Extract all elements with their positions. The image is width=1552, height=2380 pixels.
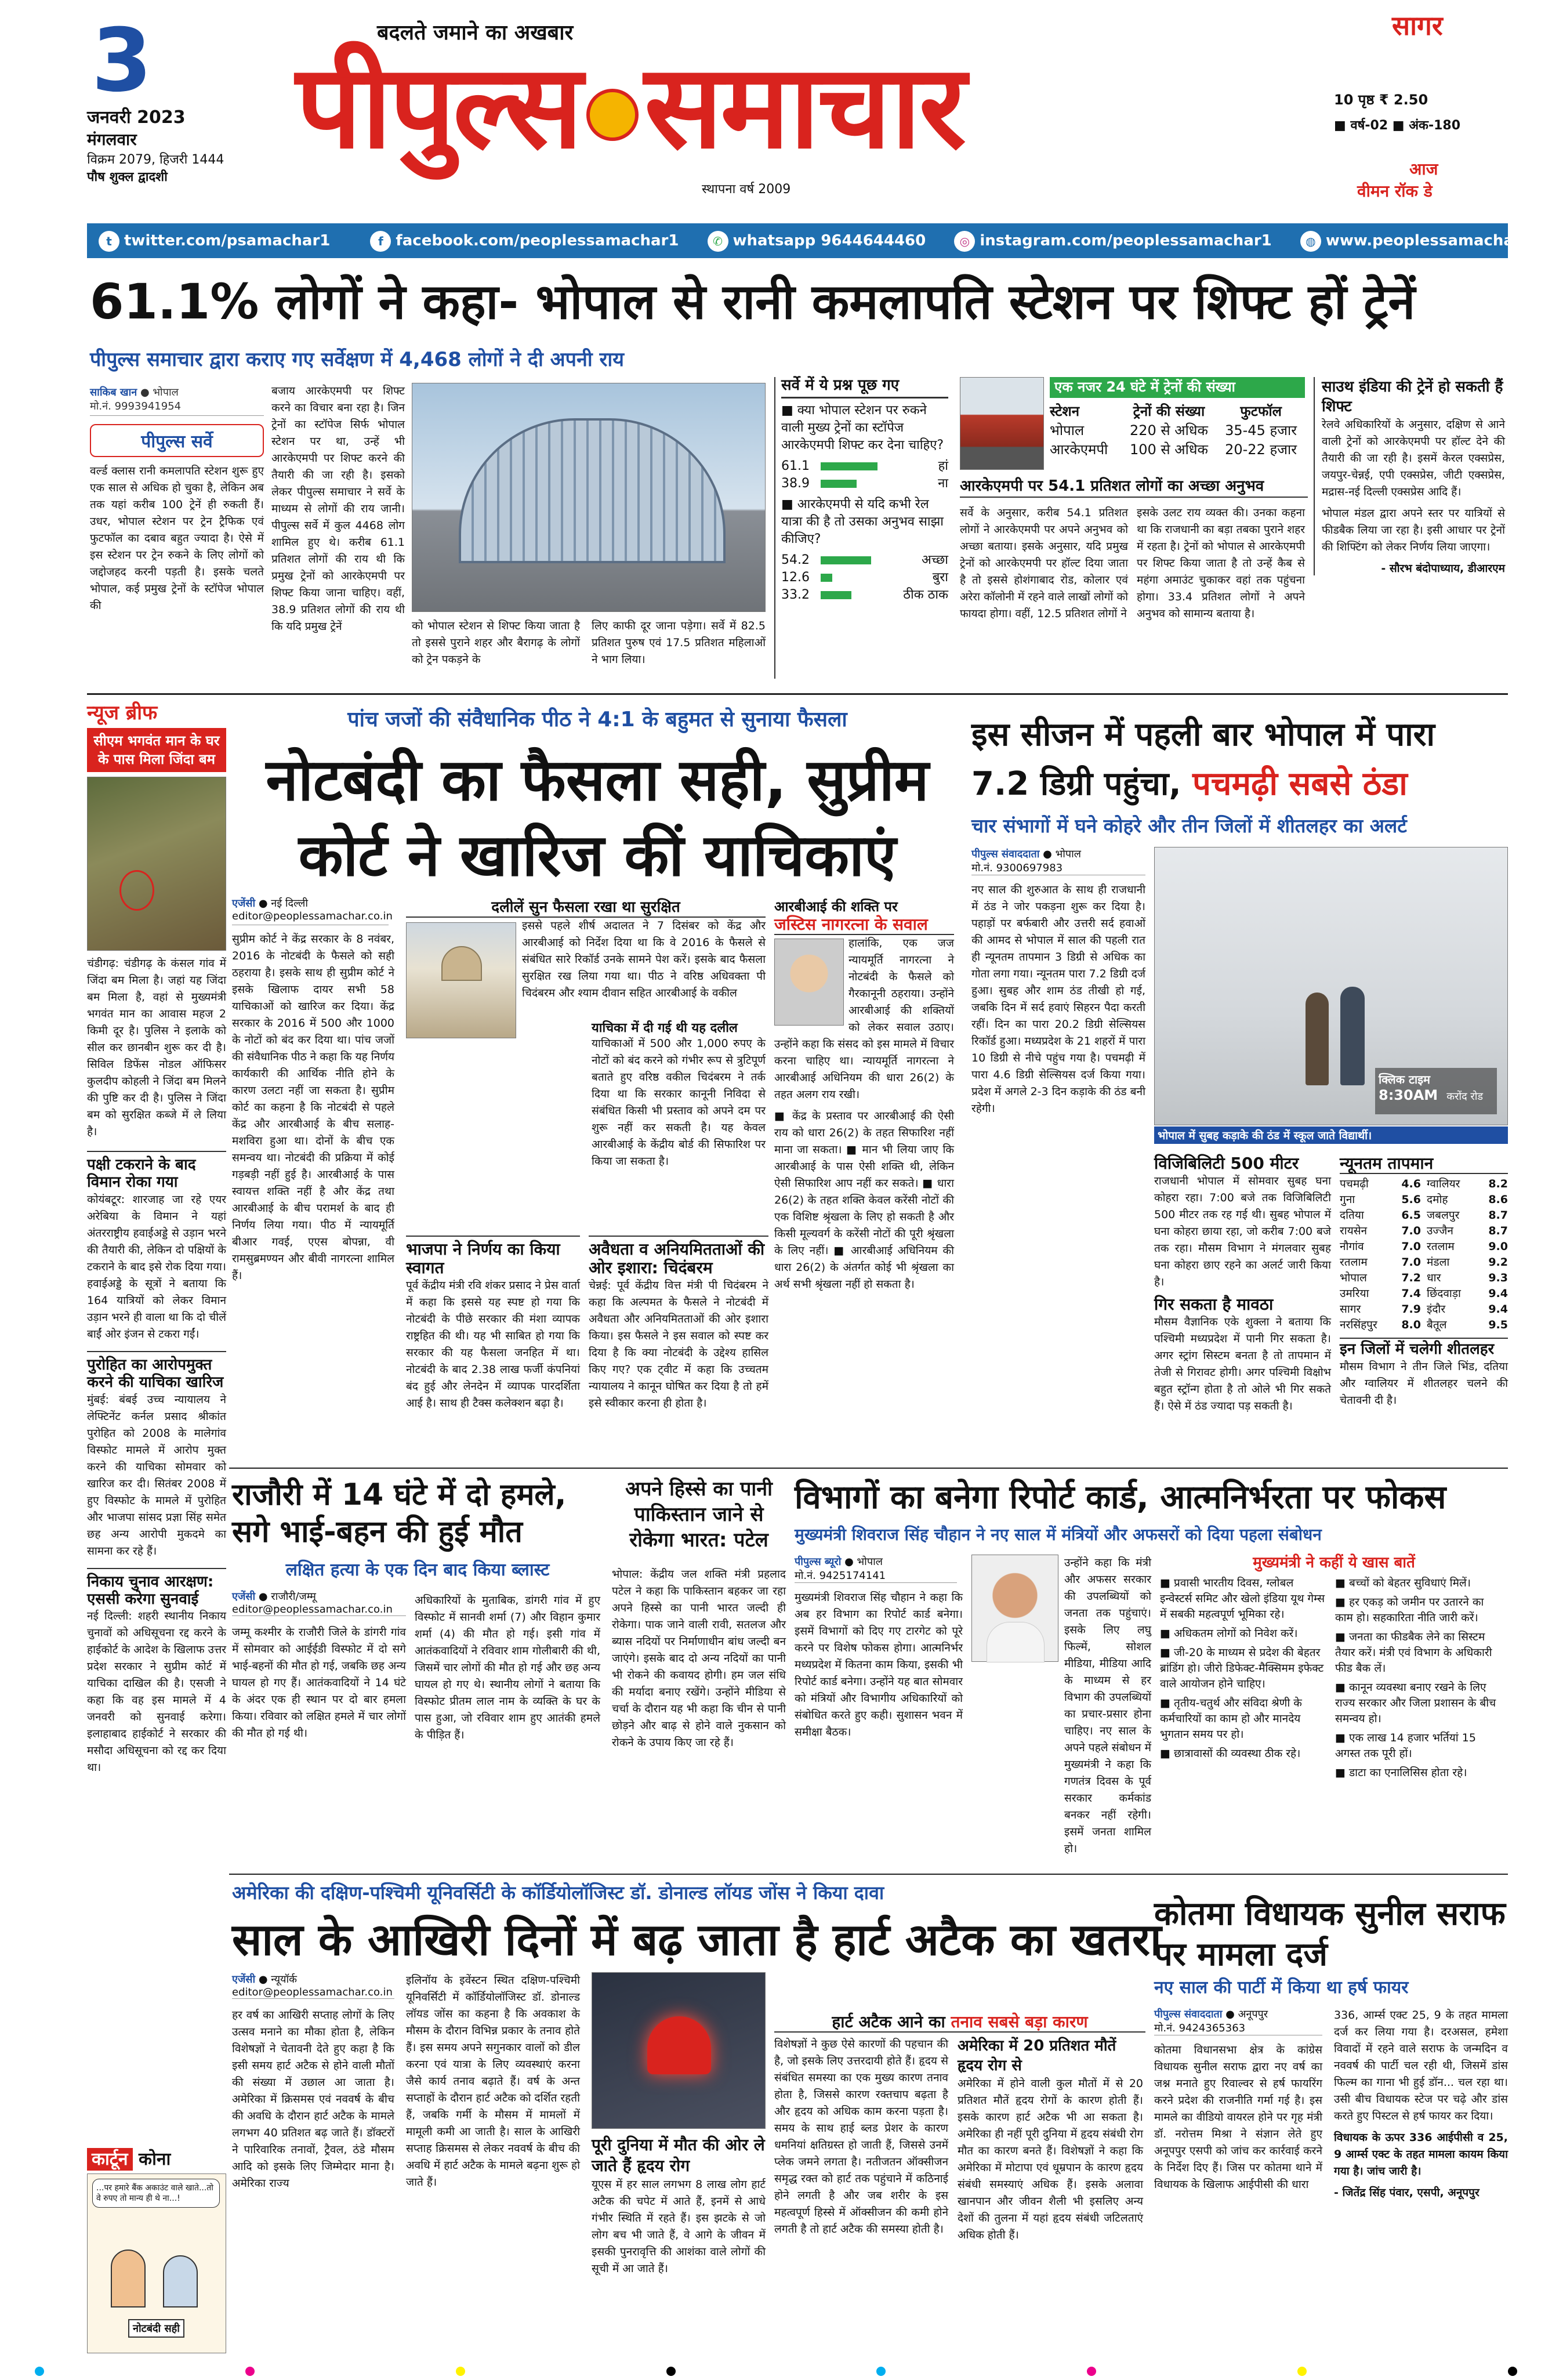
heart-us-head: अमेरिका में 20 प्रतिशत मौतें हृदय रोग से [958, 2037, 1116, 2075]
lead-subhead: पीपुल्स समाचार द्वारा कराए गए सर्वेक्षण में 4,468 लोगों ने दी अपनी राय [90, 348, 624, 371]
date-day: 3 [91, 10, 153, 111]
lead-para-2: बजाय आरकेएमपी पर शिफ्ट करने का विचार बना रहा है। जिन ट्रेनों का स्टॉपेज सिर्फ भोपाल स्टेशन पर था, उन्हें भी आरकेएमपी पर शिफ्ट करने की तैयारी की जा रही है। इसको लेकर पीपुल्स समाचार ने सर्वे के माध्यम से लोगों की राय जानी। पीपुल्स सर्वे में कुल 4468 लोग शामिल हुए थे। करीब 61.1 प्रतिशत लोगों की राय थी कि प्रमुख ट्रेनों को आरकेएमपी पर शिफ्ट किया जाना चाहिए। वहीं, 38.9 प्रतिशत लोगों की राय थी कि यदि प्रमुख ट्रेनें [271, 385, 405, 633]
table-row: इंदौर 9.4 [1427, 1303, 1508, 1316]
samvat: विक्रम 2079, हिजरी 1444 [87, 153, 224, 167]
weather-headline-2: 7.2 डिग्री पहुंचा, पचमढ़ी सबसे ठंडा [971, 765, 1408, 803]
table-row: नरसिंहपुर 8.0 [1340, 1318, 1421, 1332]
table-row: ग्वालियर 8.2 [1427, 1178, 1508, 1191]
report-points-box [1160, 1555, 1508, 1784]
table-row: रतलाम 7.0 [1340, 1256, 1421, 1269]
social-whatsapp[interactable]: ✆ whatsapp 9644644460 [684, 232, 926, 249]
south-india-box [1314, 377, 1505, 575]
instagram-icon: ◎ [954, 231, 975, 252]
sc-kicker: पांच जजों की संवैधानिक पीठ ने 4:1 के बहुमत से सुनाया फैसला [347, 708, 847, 731]
table-row: उज्जैन 8.7 [1427, 1225, 1508, 1238]
survey-logo: पीपुल्स सर्वे [90, 424, 264, 457]
heart-kicker: अमेरिका की दक्षिण-पश्चिमी यूनिवर्सिटी के कॉर्डियोलॉजिस्ट डॉ. डोनाल्ड लॉयड जोंस ने किया दावा [232, 1882, 884, 1904]
brief-item2-text: कोयंबटूर: शारजाह जा रहे एयर अरेबिया के विमान ने यहां अंतरराष्ट्रीय हवाईअड्डे से उड़ान भरने की तैयारी की, लेकिन दो पक्षियों के टकराने के बाद इसे रोक दिया गया। हवाईअड्डे के सूत्रों ने बताया कि 164 यात्रियों को लेकर विमान उड़ान भरने ही वाला था कि दो चीलें बाईं ओर इंजन से टकरा गईं। [87, 1193, 226, 1341]
fog-photo-caption: भोपाल में सुबह कड़ाके की ठंड में स्कूल जाते विद्यार्थी। [1154, 1126, 1508, 1144]
survey-box [774, 377, 948, 679]
list-item: ■ जी-20 के माध्यम से प्रदेश की बेहतर ब्रांडिंग हो। जीरो डिफेक्ट-मैक्सिमम इफेक्ट वाले आयोजन होने चाहिए। [1160, 1646, 1324, 1690]
sc-main-col: सुप्रीम कोर्ट ने केंद्र सरकार के 8 नवंबर, 2016 के नोटबंदी के फैसले को सही ठहराया है। इसके साथ ही सुप्रीम कोर्ट ने इसके खिलाफ दायर सभी 58 याचिकाओं को खारिज कर दिया। केंद्र सरकार के 2016 में 500 और 1000 के नोटों को बंद कर दिया था। पांच जजों की संवैधानिक पीठ ने कहा कि यह निर्णय कार्यकारी की आर्थिक नीति होने के कारण उलटा नहीं जा सकता है। सुप्रीम कोर्ट का कहना है कि नोटबंदी से पहले केंद्र और आरबीआई के बीच सलाह-मशविरा हुआ था। दोनों के बीच एक समन्वय था। नोटबंदी की प्रक्रिया में कोई गड़बड़ी नहीं हुई है। आरबीआई के पास स्वायत्त शक्ति नहीं है और केंद्र तथा आरबीआई के बीच परामर्श के बाद ही निर्णय लिया गया। पीठ में न्यायमूर्ति बीआर गवई, एएस बोपन्ना, वी रामसुब्रमण्यन और बीवी नागरत्ना शामिल हैं। [232, 933, 394, 1282]
list-item: ■ अधिकतम लोगों को निवेश करें। [1160, 1626, 1298, 1640]
min-temp-table-left [1340, 1176, 1421, 1333]
sc-box1-sub: याचिका में दी गई थी यह दलील याचिकाओं में 500 और 1,000 रुपए के नोटों को बंद करने को गंभीर रूप से त्रुटिपूर्ण बताते हुए वरिष्ठ वकील चिदंबरम ने तर्क दिया था कि सरकार कानूनी निविदा से संबंधित किसी भी प्रस्ताव को अपने दम पर शुरू नहीं कर सकती है। यह केवल आरबीआई के केंद्रीय बोर्ड की सिफारिश पर किया जा सकता है। [592, 1021, 766, 1168]
lead-column-1 [90, 383, 264, 619]
heart-photo-text-box: पूरी दुनिया में मौत की ओर ले जाते हैं हृदय रोग यूएस में हर साल लगभग 8 लाख लोग हार्ट अटैक की चपेट में आते हैं, इनमें से आधे गंभीर स्थिति में रहते हैं। इस झटके से जो लोग बच भी जाते हैं, वे आगे के जीवन में इसकी पुनरावृत्ति की आशंका वाले लोगों की सूची में आ जाते हैं। [592, 2135, 766, 2275]
kotma-col-2: 336, आर्म्स एक्ट 25, 9 के तहत मामला दर्ज कर लिया गया है। दरअसल, हमेशा विवादों में रहने वाले सराफ के जन्मदिन व नववर्ष की पार्टी चल रही थी, जिसमें डांस फिल्म का गाना भी हुई डॉन... चल रहा था। उसी बीच विधायक स्टेज पर चढ़े और डांस करते हुए पिस्टल से हर्ष फायर कर दिया। विधायक के ऊपर 336 आईपीसी व 25, 9 आर्म्स एक्ट के तहत मामला कायम किया गया है। जांच जारी है। - जितेंद्र सिंह पंवार, एसपी, अनूपपुर [1334, 2009, 1508, 2199]
table-row: बैतूल 9.5 [1427, 1318, 1508, 1332]
train-photo [960, 377, 1044, 470]
survey-answer: ठीक ठाक [903, 587, 948, 602]
list-item: ■ एक लाख 14 हजार भर्तियां 15 अगस्त तक पूरी हों। [1335, 1731, 1476, 1760]
visibility-head: विजिबिलिटी 500 मीटर [1154, 1154, 1299, 1173]
survey-result-row [781, 586, 948, 604]
weather-col-1: नए साल की शुरुआत के साथ ही राजधानी में ठंड ने जोर पकड़ना शुरू कर दिया है। पहाड़ों पर बर्फबारी और उत्तरी सर्द हवाओं की आमद से भोपाल में साल की पहली रात ही न्यूनतम तापमान 3 डिग्री से अधिक का गोता लगा गया। न्यूनतम पारा 7.2 डिग्री दर्ज हुआ। सुबह और शाम ठंड तीखी हो गई, जबकि दिन में सर्द हवाएं सिहरन पैदा करती रहीं। दिन का पारा 20.2 डिग्री सेल्सियस रिकॉर्ड हुआ। मध्यप्रदेश के 21 शहरों में पारा 10 डिग्री से नीचे पहुंच गया है। पचमढ़ी में पारा 4.6 डिग्री सेल्सियस दर्ज किया गया। प्रदेश में अगले 2-3 दिन कड़ाके की ठंड बनी रहेगी। [971, 883, 1145, 1115]
kotma-byline: पीपुल्स संवाददाता ● अनूपपुर मो.नं. 9424365363 [1154, 2007, 1322, 2035]
table-row: सागर 7.9 [1340, 1303, 1421, 1316]
experience-col-1: सर्वे के अनुसार, करीब 54.1 प्रतिशत लोगों ने आरकेएमपी पर अपने अनुभव को अच्छा बताया। इसके अनुसार, यदि प्रमुख ट्रेनों को आरकेएमपी पर हॉल्ट दिया जाता है तो इससे होशंगाबाद रोड, कोलार एवं अरेरा कॉलोनी में रहने वाले लाखों लोगों को फायदा होगा। वहीं, 12.5 प्रतिशत लोगों ने [960, 506, 1128, 620]
brief-item3-head: पुरोहित का आरोपमुक्त करने की याचिका खारिज [87, 1351, 226, 1392]
list-item: ■ जनता का फीडबैक लेने का सिस्टम तैयार करें। मंत्री एवं विभाग के अधिकारी फीड बैक लें। [1335, 1630, 1492, 1675]
report-points-list-2 [1335, 1575, 1503, 1784]
kotma-col-1: कोतमा विधानसभा क्षेत्र के कांग्रेस विधायक सुनील सराफ द्वारा नए वर्ष का जश्न मनाते हुए रिवाल्वर से हर्ष फायरिंग करने प्रदेश की राजनीति गर्मा गई है। इस मामले का वीडियो वायरल होने पर गृह मंत्री डॉ. नरोत्तम मिश्रा ने संज्ञान लेते हुए अनूपपुर एसपी को जांच कर कार्रवाई करने के निर्देश दिए हैं। जिस पर कोतमा थाने में विधायक के खिलाफ आईपीसी की धारा [1154, 2044, 1322, 2191]
table-row: आरकेएमपी 100 से अधिक 20-22 हजार [1050, 441, 1297, 458]
chidambaram-box: अवैधता व अनियमितताओं की ओर इशारा: चिदंबरम चेन्नई: पूर्व केंद्रीय वित्त मंत्री पी चिदंबरम ने कहा कि अल्पमत के फैसले ने नोटबंदी में अवैधता और अनियमितताओं की ओर इशारा किया। इस फैसले ने इस सवाल को स्पष्ट कर दिया है कि क्या नोटबंदी के उद्देश्य हासिल किए गए? एक ट्वीट में कहा कि उच्चतम न्यायालय ने कानून घोषित कर दिया है तो हमें इसे स्वीकार करना ही होता है। [589, 1236, 768, 1417]
report-col-1: मुख्यमंत्री शिवराज सिंह चौहान ने कहा कि अब हर विभाग का रिपोर्ट कार्ड बनेगा। इसमें विभागों को दिए गए टारगेट को पूरे करने पर विशेष फोकस होगा। आत्मनिर्भर मध्यप्रदेश में कितना काम किया, इसकी भी रिपोर्ट कार्ड बनेगा। उन्होंने यह बात सोमवार को मंत्रियों और विभागीय अधिकारियों को संबोधित करते हुए कही। सुशासन भवन में समीक्षा बैठक। [795, 1591, 963, 1738]
tagline: बदलते जमाने का अखबार [377, 21, 574, 45]
sc-box2-head: जस्टिस नागरत्ना के सवाल [774, 915, 954, 935]
rajouri-col-1: जम्मू कश्मीर के राजौरी जिले के डांगरी गांव में सोमवार को आईईडी विस्फोट में दो सगे भाई-बहनों की मौत हो गई, जबकि छह अन्य घायल हो गए हैं। आतंकवादियों ने 14 घंटे के अंदर एक ही स्थान पर दो बार हमला किया। रविवार को लक्षित हमले में चार लोगों की मौत हो गई थी। [232, 1626, 406, 1740]
weather-headline-1: इस सीजन में पहली बार भोपाल में पारा [971, 716, 1435, 754]
city-name: सागर [1392, 10, 1443, 41]
weather-byline: पीपुल्स संवाददाता ● भोपाल मो.नं. 9300697983 [971, 847, 1145, 875]
brief-item4-head: निकाय चुनाव आरक्षण: एससी करेगा सुनवाई [87, 1568, 226, 1609]
social-twitter[interactable]: t twitter.com/psamachar1 [87, 232, 330, 249]
divider [229, 1468, 1508, 1469]
supreme-court-photo [406, 922, 516, 1038]
list-item: ■ तृतीय-चतुर्थ और संविदा श्रेणी के कर्मचारियों का काम हो और मानदेय भुगतान समय पर हो। [1160, 1696, 1302, 1741]
social-facebook[interactable]: f facebook.com/peoplessamachar1 [335, 232, 679, 249]
survey-answer: अच्छा [921, 552, 948, 567]
table-header: फुटफॉल [1240, 403, 1282, 419]
survey-percent: 12.6 [781, 570, 810, 585]
rajouri-byline: एजेंसी ● राजौरी/जम्मू editor@peoplessamachar.co.in [232, 1589, 406, 1616]
established: स्थापना वर्ष 2009 [702, 182, 791, 197]
experience-col-2: इसके उलट राय व्यक्त की। उनका कहना था कि राजधानी का बड़ा तबका पुराने शहर में रहता है। ट्रेनों को भोपाल से आरकेएमपी पर शिफ्ट किया जाता है तो उन्हें कैब से महंगा अमाउंट चुकाकर वहां तक पहुंचना होगा। 33.4 प्रतिशत लोगों ने अपने अनुभव को सामान्य बताया है। [1137, 506, 1305, 620]
south-quote: भोपाल मंडल द्वारा अपने स्तर पर यात्रियों से फीडबैक लिया जा रहा है। इसी आधार पर ट्रेनों की शिफ्टिंग को लेकर निर्णय लिया जाएगा। [1322, 507, 1505, 553]
min-temp-head: न्यूनतम तापमान [1340, 1154, 1508, 1174]
table-row: भोपाल 220 से अधिक 35-45 हजार [1050, 422, 1297, 439]
heart-col-1: हर वर्ष का आखिरी सप्ताह लोगों के लिए उत्सव मनाने का मौका होता है, लेकिन विशेषज्ञों ने चेतावनी देते हुए कहा है कि इसी समय हार्ट अटैक से होने वाली मौतों की संख्या में उछाल आ जाता है। अमेरिका में क्रिसमस एवं नववर्ष के बीच की अवधि के दौरान हार्ट अटैक के मामले लगभग 40 प्रतिशत बढ़ जाते हैं। डॉक्टरों ने पारिवारिक तनावों, ट्रैवल, ठंडे मौसम आदि को इसके लिए जिम्मेदार माना है। अमेरिका राज्य [232, 2009, 394, 2190]
rajouri-headline: राजौरी में 14 घंटे में दो हमले, सगे भाई-बहन की हुई मौत [232, 1477, 567, 1549]
logo-icon [586, 89, 639, 141]
survey-title: सर्वे में ये प्रश्न पूछ गए [781, 377, 948, 399]
divider [229, 1874, 1508, 1875]
visibility-box: विजिबिलिटी 500 मीटर राजधानी भोपाल में सोमवार सुबह घना कोहरा रहा। 7:00 बजे तक विजिबिलिटी 500 मीटर तक रह गई थी। सुबह भोपाल में घना कोहरा छाया रहा, जो करीब 7:00 बजे तक रहा। मौसम विभाग ने मंगलवार सुबह घना कोहरा छाए रहने का अलर्ट जारी किया है। गिर सकता है मावठा मौसम वैज्ञानिक एके शुक्ला ने बताया कि पश्चिमी मध्यप्रदेश में पानी गिर सकता है। अगर स्ट्रांग सिस्टम बनता है तो तापमान में तेजी से गिरावट होगी। अगर पश्चिमी विक्षोभ बहुत स्ट्रॉन्ग होता है तो ओले भी गिर सकते हैं। ऐसे में ठंड ज्यादा पड़ सकती है। [1154, 1154, 1331, 1413]
table-row: दतिया 6.5 [1340, 1209, 1421, 1222]
date-month: जनवरी 2023 [87, 107, 186, 128]
cartoon-sign: नोटबंदी सही [128, 2319, 184, 2338]
facebook-icon: f [370, 231, 391, 252]
station-photo [412, 383, 766, 612]
pak-headline: अपने हिस्से का पानी पाकिस्तान जाने से रोकेगा भारत: पटेल [625, 1477, 773, 1552]
brief-item3-text: मुंबई: बंबई उच्च न्यायालय ने लेफ्टिनेंट कर्नल प्रसाद श्रीकांत पुरोहित को 2008 के मालेगांव विस्फोट मामले में आरोप मुक्त करने की याचिका सोमवार को खारिज कर दी। सितंबर 2008 में हुए विस्फोट के मामले में पुरोहित और भाजपा सांसद प्रज्ञा सिंह समेत छह अन्य आरोपी मुकदमे का सामना कर रहे हैं। [87, 1393, 226, 1557]
lead-photo-caption-column [412, 618, 580, 673]
globe-icon: ◍ [1300, 231, 1321, 252]
table-row: नौगांव 7.0 [1340, 1240, 1421, 1254]
min-temp-table-right [1427, 1176, 1508, 1333]
bjp-head: भाजपा ने निर्णय का किया स्वागत [406, 1240, 560, 1278]
heart-col-2: इलिनॉय के इवेंस्टन स्थित दक्षिण-पश्चिमी यूनिवर्सिटी में कॉर्डियोलॉजिस्ट डॉ. डोनाल्ड लॉयड जोंस का कहना है कि अवकाश के मौसम के दौरान विभिन्न प्रकार के तनाव होते हैं। इस समय अपने सगुनकार वालों को डील करना एवं यात्रा के लिए व्यवस्थाएं करना जैसे कार्य तनाव बढ़ाते हैं। वर्ष के अन्त सप्ताहों के दौरान हार्ट अटैक को दर्शित रहती हैं, जबकि गर्मी के मौसम में मामलों में मामूली कमी आ जाती है। साल के आखिरी सप्ताह क्रिसमस से लेकर नववर्ष के बीच की अवधि में हार्ट अटैक के मामले बढ़ना शुरू हो जाते हैं। [406, 1974, 580, 2189]
title-right: समाचार [644, 39, 964, 175]
survey-answer: ना [938, 476, 948, 491]
experience-headline: आरकेएमपी पर 54.1 प्रतिशत लोगों का अच्छा अनुभव [960, 476, 1308, 498]
chid-head: अवैधता व अनियमितताओं की ओर इशारा: चिदंबरम [589, 1240, 765, 1278]
survey-result-row [781, 475, 948, 492]
heart-stress-box: हार्ट अटैक आने का तनाव सबसे बड़ा कारण विशेषज्ञों ने कुछ ऐसे कारणों की पहचान की है, जो इसके लिए उत्तरदायी होते हैं। हृदय से संबंधित समस्या का एक मुख्य कारण तनाव होता है, जिससे कारण रक्तचाप बढ़ता है और हृदय को अधिक काम करना पड़ता है। समय के साथ हाई ब्लड प्रेशर के कारण धमनियां क्षतिग्रस्त हो जाती हैं, जिससे उनमें प्लेक जमने लगता है। नतीजतन ऑक्सीजन समृद्ध रक्त को हार्ट तक पहुंचाने में कठिनाई होने लगती है और जब शरीर के इस महत्वपूर्ण हिस्से में ऑक्सीजन की कमी होने लगती है तो हार्ट अटैक की समस्या होती है। अमेरिका में 20 प्रतिशत मौतें हृदय रोग से अमेरिका में होने वाली कुल मौतों में से 20 प्रतिशत मौतें हृदय रोगों के कारण होती हैं। इसके कारण हार्ट अटैक भी आ सकता है। अमेरिका ही नहीं पूरी दुनिया में हृदय संबंधी रोग मौत का कारण बनते हैं। विशेषज्ञों ने कहा कि अमेरिका में मोटापा एवं धूम्रपान के कारण हृदय संबंधी समस्याएं अधिक हैं। इसके अलावा खानपान और जीवन शैली भी इसलिए अन्य देशों की तुलना में यहां हृदय संबंधी जटिलताएं अधिक होती हैं। [774, 2013, 1145, 2248]
list-item: ■ डाटा का एनालिसिस होता रहे। [1335, 1766, 1467, 1779]
lead-para-3: लिए काफी दूर जाना पड़ेगा। सर्वे में 82.5 प्रतिशत पुरुष एवं 17.5 प्रतिशत महिलाओं ने भाग लिया। [592, 620, 766, 666]
cartoon-corner: कोना [139, 2149, 171, 2169]
divider [87, 693, 1508, 695]
survey-bar [821, 556, 871, 564]
table-row: पचमढ़ी 4.6 [1340, 1178, 1421, 1191]
pak-text: भोपाल: केंद्रीय जल शक्ति मंत्री प्रहलाद पटेल ने कहा कि पाकिस्तान बहकर जा रहा अपने हिस्से का पानी भारत जल्दी ही रोकेगा। पाक जाने वाली रावी, सतलज और ब्यास नदियों पर निर्माणाधीन बांध जल्दी बन जाएंगे। इसके बाद दो अन्य नदियों का पानी भी रोकने की कवायद होगी। हम जल संधि की मर्यादा बनाए रखेंगे। उन्होंने मीडिया से चर्चा के दौरान यह भी कहा कि चीन से पानी छोड़ने और बाढ़ से होने वाले नुकसान को रोकने के उपाय किए जा रहे हैं। [612, 1568, 786, 1749]
lead-para-1: वर्ल्ड क्लास रानी कमलापति स्टेशन शुरू हुए एक साल से अधिक हो चुका है, लेकिन अब तक यहां करीब 100 ट्रेनें ही रुकती हैं। उधर, भोपाल स्टेशन पर ट्रेन ट्रैफिक एवं फुटफॉल का दबाव बहुत ज्यादा है। ऐसे में इस स्टेशन पर ट्रेन रुकने के लिए लोगों को जद्दोजहद करनी पड़ती है। इसके चलते भोपाल, कई प्रमुख ट्रेनों के स्टॉपेज भोपाल की [90, 465, 264, 612]
list-item: ■ बच्चों को बेहतर सुविधाएं मिलें। [1335, 1576, 1471, 1589]
survey-answer: बुरा [932, 570, 948, 585]
news-brief-column [87, 702, 226, 1781]
table-header: ट्रेनों की संख्या [1133, 403, 1205, 419]
report-headline: विभागों का बनेगा रिपोर्ट कार्ड, आत्मनिर्भरता पर फोकस [795, 1479, 1446, 1516]
heart-byline: एजेंसी ● न्यूयॉर्क editor@peoplessamachar.co.in [232, 1972, 394, 1999]
table-row: गुना 5.6 [1340, 1193, 1421, 1207]
sc-box2: आरबीआई की शक्ति पर जस्टिस नागरत्ना के सवाल हालांकि, एक जज न्यायमूर्ति नागरत्ना ने नोटबंदी के फैसले को गैरकानूनी ठहराया। उन्होंने आरबीआई की शक्तियों को लेकर सवाल उठाए। उन्होंने कहा कि संसद को इस मामले में विचार करना चाहिए था। न्यायमूर्ति नागरत्ना ने आरबीआई अधिनियम की धारा 26(2) के तहत अलग राय रखी। ■ केंद्र के प्रस्ताव पर आरबीआई की ऐसी राय को धारा 26(2) के तहत सिफारिश नहीं माना जा सकता। ■ मान भी लिया जाए कि आरबीआई के पास ऐसी शक्ति थी, लेकिन ऐसी सिफारिश आप नहीं कर सकते। ■ धारा 26(2) के तहत शक्ति केवल करेंसी नोटों की एक विशिष्ट श्रृंखला के लिए हो सकती है और किसी मूल्यवर्ग के करेंसी नोटों की पूरी श्रृंखला के लिए नहीं। ■ आरबीआई अधिनियम की धारा 26(2) के अंतर्गत कोई भी श्रृंखला का अर्थ सभी श्रृंखला नहीं हो सकता है। [774, 899, 954, 1298]
table-row: भोपाल 7.2 [1340, 1271, 1421, 1285]
brief-item2-head: पक्षी टकराने के बाद विमान रोका गया [87, 1151, 226, 1191]
heart-photo-head: पूरी दुनिया में मौत की ओर ले जाते हैं हृदय रोग [592, 2135, 765, 2175]
sc-headline: नोटबंदी का फैसला सही, सुप्रीम कोर्ट ने खारिज कीं याचिकाएं [266, 746, 929, 889]
weekday: मंगलवार [87, 130, 137, 149]
social-instagram[interactable]: ◎ instagram.com/peoplessamachar1 [931, 232, 1271, 249]
social-bar [87, 223, 1541, 258]
sc-box2-bullets: ■ केंद्र के प्रस्ताव पर आरबीआई की ऐसी राय को धारा 26(2) के तहत सिफारिश नहीं माना जा सकता। ■ मान भी लिया जाए कि आरबीआई के पास ऐसी शक्ति थी, लेकिन ऐसी सिफारिश आप नहीं कर सकते। ■ धारा 26(2) के तहत शक्ति केवल करेंसी नोटों की एक विशिष्ट श्रृंखला के लिए हो सकती है और किसी मूल्यवर्ग के करेंसी नोटों की पूरी श्रृंखला के लिए नहीं। ■ आरबीआई अधिनियम की धारा 26(2) के अंतर्गत कोई भी श्रृंखला का अर्थ सभी श्रृंखला नहीं हो सकता है। [774, 1109, 954, 1291]
newspaper-title [296, 41, 1328, 191]
pages-price: 10 पृष्ठ ₹ 2.50 [1334, 92, 1428, 108]
survey-bar [821, 480, 857, 488]
trains-table [1050, 401, 1305, 459]
lead-photo-caption: को भोपाल स्टेशन से शिफ्ट किया जाता है तो इससे पुराने शहर और बैरागढ़ के लोगों को ट्रेन पकड़ने के [412, 620, 580, 666]
report-points-list-1 [1160, 1575, 1328, 1784]
heart-headline: साल के आखिरी दिनों में बढ़ जाता है हार्ट अटैक का खतरा [232, 1914, 1162, 1965]
today-event: वीमन रॉक डे [1357, 182, 1433, 201]
justice-photo [774, 939, 844, 1026]
kotma-quote-by: - जितेंद्र सिंह पंवार, एसपी, अनूपपुर [1334, 2186, 1480, 2199]
table-row: रायसेन 7.0 [1340, 1225, 1421, 1238]
table-row: उमरिया 7.4 [1340, 1287, 1421, 1301]
table-row: छिंदवाड़ा 9.4 [1427, 1287, 1508, 1301]
lead-column-3 [592, 618, 766, 673]
color-registration-strip [0, 2367, 1552, 2376]
title-left: पीपुल्स [296, 39, 581, 175]
table-header: स्टेशन [1050, 403, 1080, 419]
report-subhead: मुख्यमंत्री शिवराज सिंह चौहान ने नए साल में मंत्रियों और अफसरों को दिया पहला संबोधन [795, 1525, 1322, 1544]
kotma-headline: कोतमा विधायक सुनील सराफ पर मामला दर्ज [1154, 1895, 1506, 1973]
list-item: ■ छात्रावासों की व्यवस्था ठीक रहे। [1160, 1747, 1301, 1760]
cartoon-label: कार्टून [87, 2148, 133, 2171]
survey-q1-results [781, 458, 948, 492]
table-row: मंडला 9.2 [1427, 1256, 1508, 1269]
sc-box1-sub-head: याचिका में दी गई थी यह दलील [592, 1021, 738, 1035]
rajouri-subhead: लक्षित हत्या के एक दिन बाद किया ब्लास्ट [285, 1560, 550, 1580]
bjp-box: भाजपा ने निर्णय का किया स्वागत पूर्व केंद्रीय मंत्री रवि शंकर प्रसाद ने प्रेस वार्ता में कहा कि इससे यह स्पष्ट हो गया कि नोटबंदी के पीछे सरकार की मंशा व्यापक राष्ट्रहित की थी। यह भी साबित हो गया कि सरकार की यह फैसला जनहित में था। नोटबंदी के बाद 2.38 लाख फर्जी कंपनियां बंद हुई और लेनदेन में व्यापक पारदर्शिता आई है। साथ ही टैक्स कलेक्शन बढ़ा है। [406, 1236, 580, 1417]
survey-q1: ■ क्या भोपाल स्टेशन पर रुकने वाली मुख्य ट्रेनों का स्टॉपेज आरकेएमपी शिफ्ट कर देना चाहिए? [781, 403, 944, 452]
table-row: रतलाम 9.0 [1427, 1240, 1508, 1254]
survey-q2: ■ आरकेएमपी से यदि कभी रेल यात्रा की है तो उसका अनुभव साझा कीजिए? [781, 497, 944, 546]
survey-percent: 33.2 [781, 587, 810, 602]
lead-column-2 [271, 383, 405, 640]
brief-item4-text: नई दिल्ली: शहरी स्थानीय निकाय चुनावों को अधिसूचना रद्द करने के हाईकोर्ट के आदेश के खिलाफ उत्तर प्रदेश सरकार ने सुप्रीम कोर्ट में याचिका दाखिल की है। एसजी ने कहा कि वह इस मामले में 4 जनवरी को सुनवाई करेगा। इलाहाबाद हाईकोर्ट ने सरकार की मसौदा अधिसूचना को रद्द कर दिया था। [87, 1610, 226, 1774]
today-label: आज [1409, 160, 1438, 179]
table-row: दमोह 8.6 [1427, 1193, 1508, 1207]
report-points-head: मुख्यमंत्री ने कहीं ये खास बातें [1253, 1554, 1415, 1571]
survey-bar [821, 591, 851, 599]
cold-wave-head: इन जिलों में चलेगी शीतलहर [1340, 1338, 1508, 1359]
brief-item1-text: चंडीगढ़: चंडीगढ़ के कंसल गांव में जिंदा बम मिला है। जहां यह जिंदा बम मिला है, वहां से मुख्यमंत्री भगवंत मान का आवास महज 2 किमी दूर है। पुलिस ने इलाके को सील कर छानबीन शुरू कर दी है। सिविल डिफेंस नोडल ऑफिसर कुलदीप कोहली ने जिंदा बम मिलने की पुष्टि कर दी है। पुलिस ने जिंदा बम को सुरक्षित कब्जे में ले लिया है। [87, 957, 226, 1139]
weather-subhead: चार संभागों में घने कोहरे और तीन जिलों में शीतलहर का अलर्ट [971, 814, 1407, 837]
bomb-photo [87, 777, 226, 951]
list-item: ■ प्रवासी भारतीय दिवस, ग्लोबल इन्वेस्टर्स समिट और खेलो इंडिया यूथ गेम्स में सबकी महत्वपूर्ण भूमिका रहे। [1160, 1576, 1325, 1621]
lead-byline: साकिब खान ● भोपाल मो.नं. 9993941954 [90, 383, 264, 416]
sc-box1-head: दलीलें सुन फैसला रखा था सुरक्षित [406, 899, 766, 918]
tithi: पौष शुक्ल द्वादशी [87, 170, 168, 184]
brief-item1-head: सीएम भगवंत मान के घर के पास मिला जिंदा बम [87, 728, 226, 772]
lead-headline: 61.1% लोगों ने कहा- भोपाल से रानी कमलापति स्टेशन पर शिफ्ट हों ट्रेनें [90, 273, 1416, 330]
south-headline: साउथ इंडिया की ट्रेनें हो सकती हैं शिफ्ट [1322, 378, 1503, 415]
sc-box2-kicker: आरबीआई की शक्ति पर [774, 899, 898, 915]
survey-bar [821, 574, 832, 582]
masthead [0, 0, 1552, 220]
survey-q2-results [781, 552, 948, 604]
min-temp-box: न्यूनतम तापमान पचमढ़ी 4.6 गुना 5.6 दतिया 6.5 रायसेन 7.0 नौगांव 7.0 रतलाम 7.0 भोपाल 7.2 उमरिया 7.4 सागर 7.9 नरसिंहपुर 8.0 ग्वालियर 8.2 दमोह 8.6 जबलपुर 8.7 उज्जैन 8.7 रतलाम 9.0 मंडला 9.2 धार 9.3 छिंदवाड़ा 9.4 इंदौर 9.4 बैतूल 9.5 इन जिलों में चलेगी शीतलहर मौसम विभाग ने तीन जिले भिंड, दतिया और ग्वालियर में शीतलहर चलने की चेतावनी दी है। [1340, 1154, 1508, 1407]
date-block [87, 10, 284, 184]
report-byline: पीपुल्स ब्यूरो ● भोपाल मो.नं. 9425174141 [795, 1555, 957, 1583]
mawtha-head: गिर सकता है मावठा [1154, 1295, 1274, 1314]
whatsapp-icon: ✆ [708, 231, 728, 252]
cartoon-image [87, 2173, 226, 2353]
survey-bar [821, 462, 877, 470]
sc-byline: एजेंसी ● नई दिल्ली editor@peoplessamachar.co.in [232, 896, 389, 925]
social-web[interactable]: ◍ www.peoplessamachar.in [1277, 232, 1541, 249]
cartoon-bubble: ...पर हमारे बैंक अकाउंट वाले खाते...तो वे रुपए तो मान्य ही थे ना...! [92, 2179, 220, 2208]
photo-label-3: करोंद रोड [1446, 1091, 1484, 1103]
list-item: ■ कानून व्यवस्था बनाए रखने के लिए राज्य सरकार और जिला प्रशासन के बीच समन्वय हो। [1335, 1680, 1496, 1725]
volume: ■ वर्ष-02 ■ अंक-180 [1334, 118, 1461, 133]
sc-box1: दलीलें सुन फैसला रखा था सुरक्षित इससे पहले शीर्ष अदालत ने 7 दिसंबर को केंद्र और आरबीआई को निर्देश दिया था कि वे 2016 के फैसले से संबंधित सारे रिकॉर्ड उनके सामने पेश करें। इसके बाद फैसला सुरक्षित रख लिया गया था। पीठ ने वरिष्ठ अधिवक्ता पी चिदंबरम और श्याम दीवान सहित आरबीआई के वकील [406, 899, 766, 1041]
twitter-icon: t [99, 231, 119, 252]
kotma-quote: विधायक के ऊपर 336 आईपीसी व 25, 9 आर्म्स एक्ट के तहत मामला कायम किया गया है। जांच जारी है। [1334, 2131, 1508, 2178]
brief-label: न्यूज ब्रीफ [87, 701, 158, 724]
heart-stress-head: हार्ट अटैक आने का तनाव सबसे बड़ा कारण [774, 2013, 1145, 2033]
survey-result-row [781, 552, 948, 569]
survey-percent: 61.1 [781, 458, 810, 473]
south-text: रेलवे अधिकारियों के अनुसार, दक्षिण से आने वाली ट्रेनों को आरकेएमपी पर हॉल्ट देने की तैयारी की जा रही है। इसमें केरल एक्सप्रेस, जयपुर-चेन्नई, एपी एक्सप्रेस, जीटी एक्सप्रेस, मद्रास-नई दिल्ली एक्सप्रेस आदि हैं। [1322, 418, 1505, 498]
list-item: ■ हर एकड़ को जमीन पर उतारने का काम हो। सहकारिता नीति जारी करें। [1335, 1595, 1484, 1624]
table-row: धार 9.3 [1427, 1271, 1508, 1285]
heart-photo [592, 1972, 766, 2129]
table-row: जबलपुर 8.7 [1427, 1209, 1508, 1222]
rajouri-col-2: अधिकारियों के मुताबिक, डांगरी गांव में हुए विस्फोट में सानवी शर्मा (7) और विहान कुमार शर्मा (4) की मौत हो गई। इसी गांव में आतंकवादियों ने रविवार शाम गोलीबारी की थी, जिसमें चार लोगों की मौत हो गई और छह अन्य घायल हो गए थे। स्थानीय लोगों ने बताया कि विस्फोट प्रीतम लाल नाम के व्यक्ति के घर के पास हुआ, जो रविवार शाम हुए आतंकी हमले के पीड़ित हैं। [415, 1594, 600, 1741]
survey-result-row [781, 569, 948, 586]
south-quote-by: - सौरभ बंदोपाध्याय, डीआरएम [1381, 562, 1505, 575]
trains-table-title: एक नजर 24 घंटे में ट्रेनों की संख्या [1050, 377, 1305, 398]
survey-percent: 54.2 [781, 552, 810, 567]
survey-result-row [781, 458, 948, 475]
report-col-2: उन्होंने कहा कि मंत्री और अफसर सरकार की उपलब्धियों को जनता तक पहुंचाएं। इसके लिए लघु फिल्में, सोशल मीडिया, मीडिया आदि के माध्यम से हर विभाग की उपलब्धियों का प्रचार-प्रसार होना चाहिए। नए साल के अपने पहले संबोधन में मुख्यमंत्री ने कहा कि गणतंत्र दिवस के पूर्व सरकार कर्मकांड बनकर नहीं रहेगी। इसमें जनता शामिल हो। [1064, 1556, 1151, 1855]
kotma-subhead: नए साल की पार्टी में किया था हर्ष फायर [1154, 1977, 1409, 1998]
survey-percent: 38.9 [781, 476, 810, 491]
cartoon-box [87, 2146, 226, 2361]
photo-label-1: क्लिक टाइम [1379, 1073, 1431, 1086]
trains-table-box [1050, 377, 1305, 459]
fog-photo [1154, 847, 1508, 1125]
survey-answer: हां [938, 458, 948, 473]
photo-label-2: 8:30AM [1379, 1087, 1438, 1103]
